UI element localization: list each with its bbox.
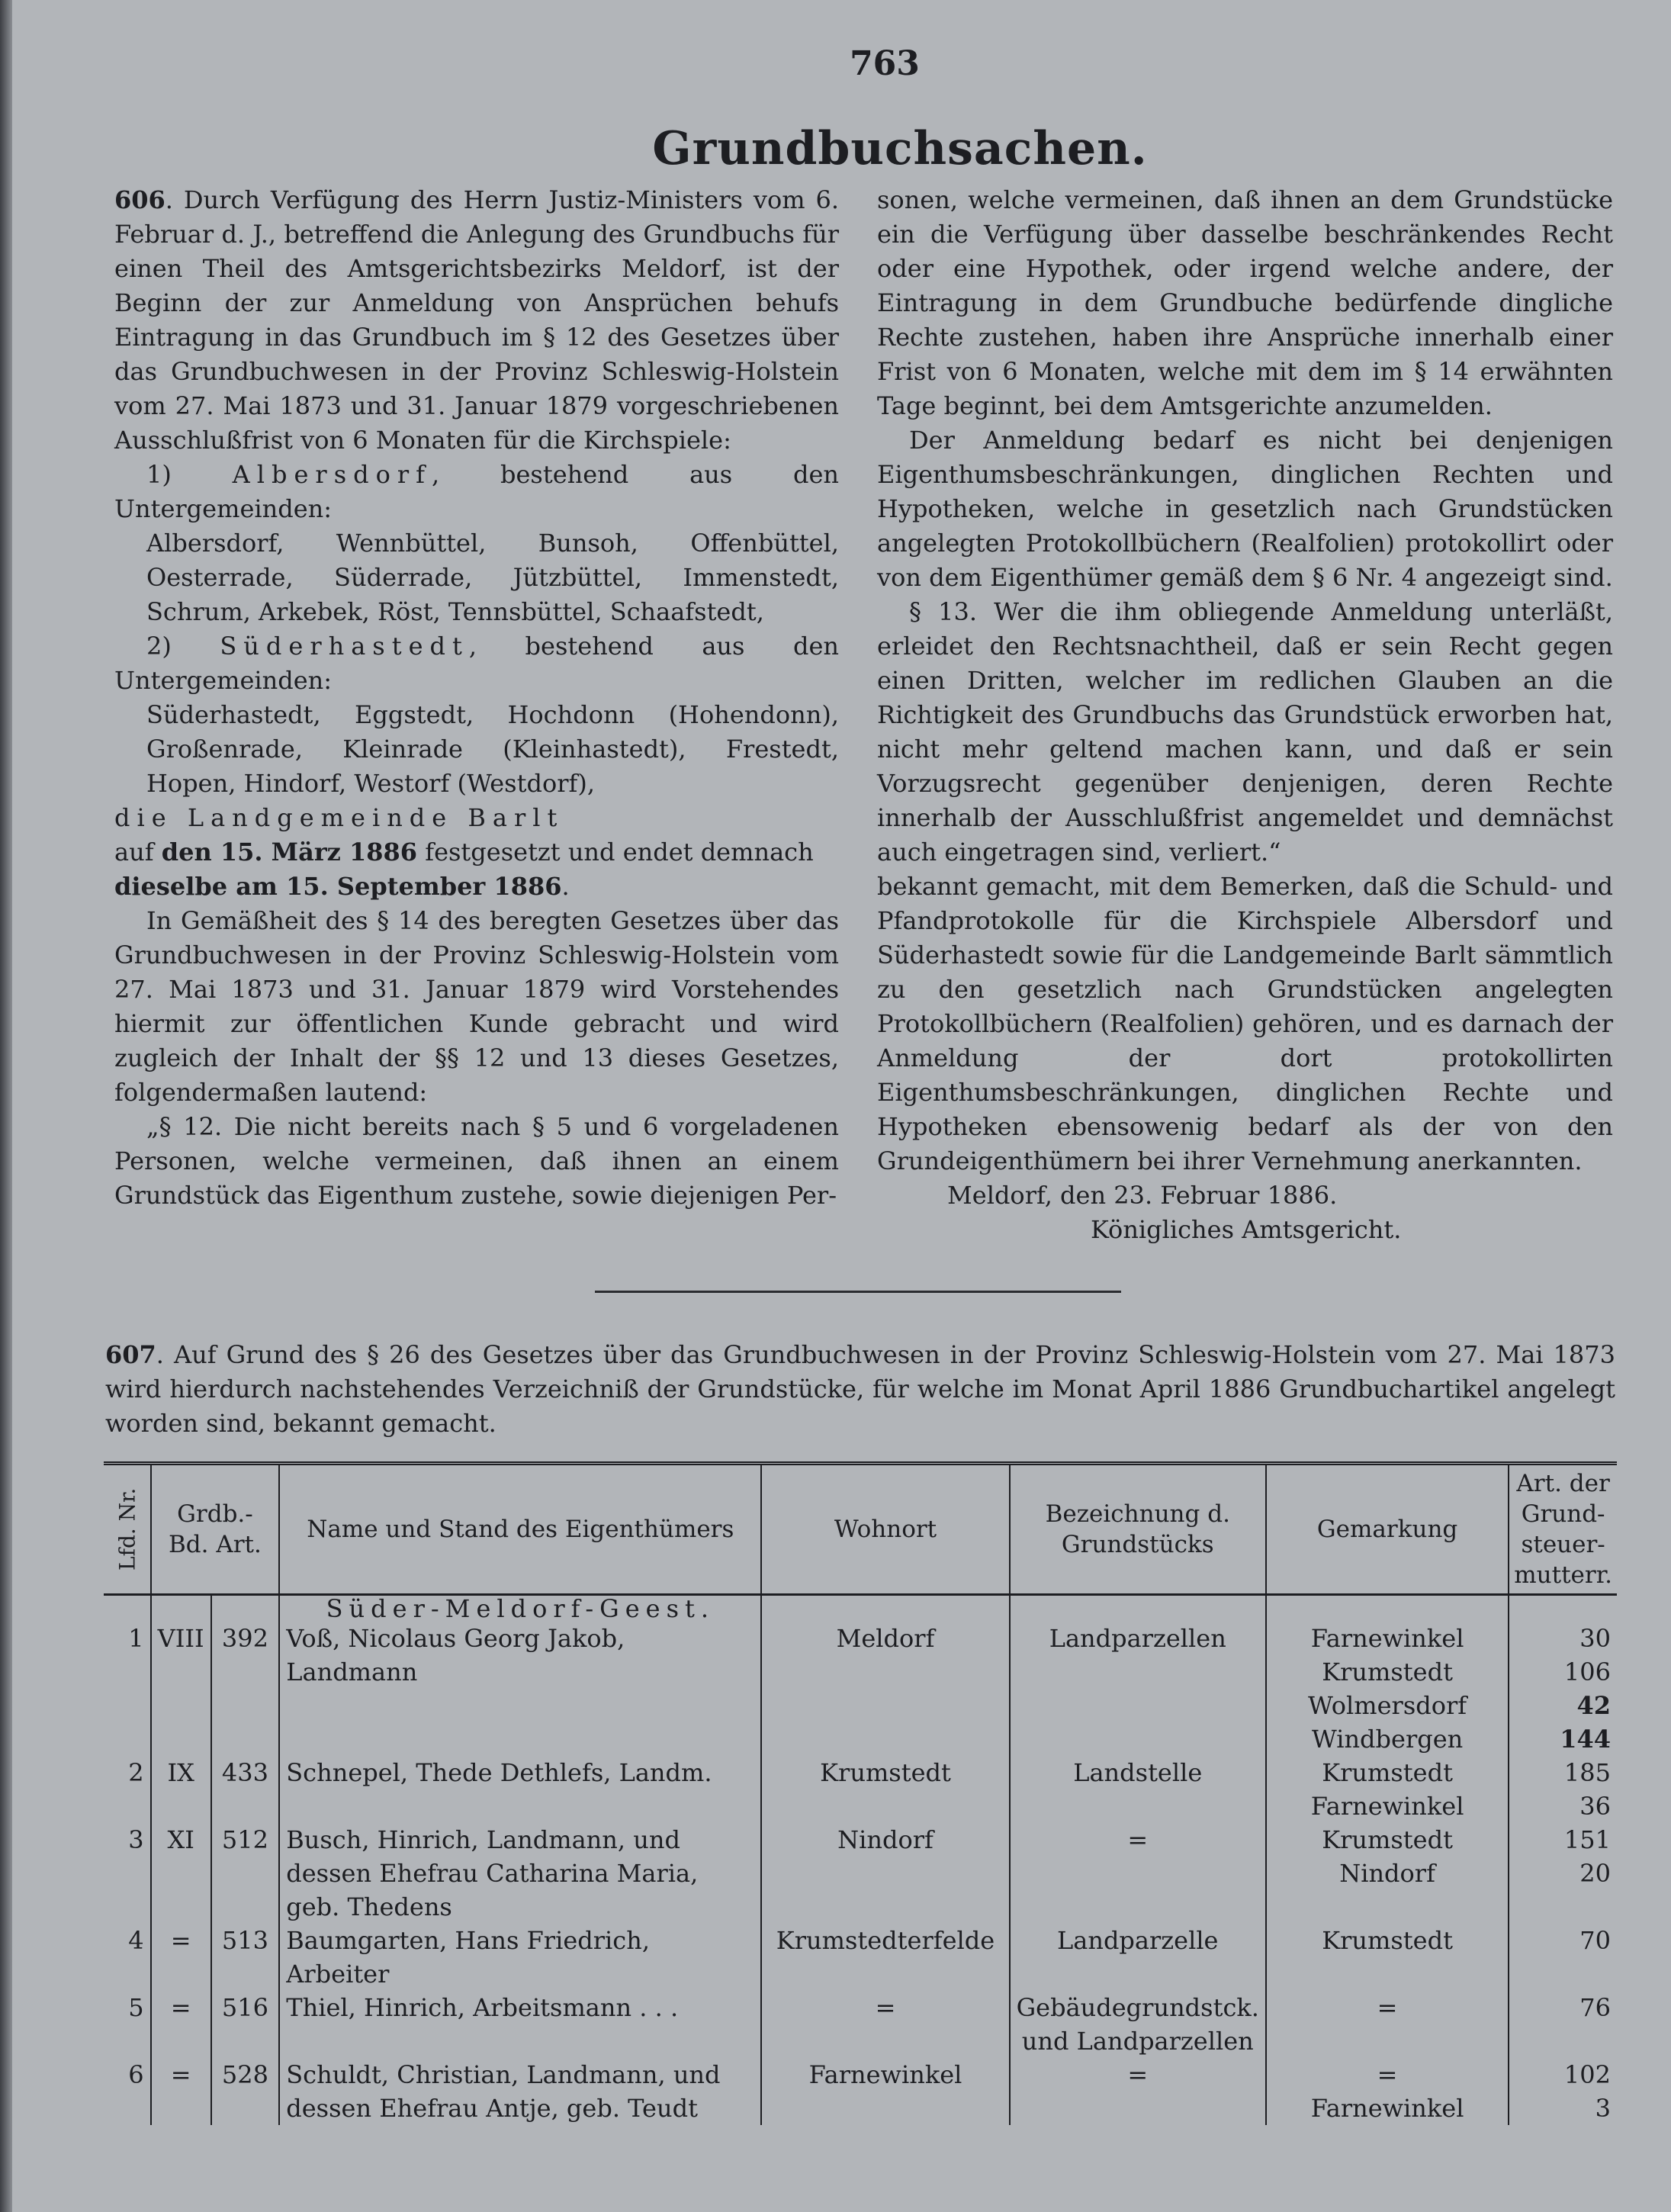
notice-606-number: 606 bbox=[114, 185, 165, 214]
notice-607-number: 607 bbox=[105, 1340, 156, 1369]
art-list: 185 36 bbox=[1509, 1756, 1617, 1823]
table-row: 5 = 516 Thiel, Hinrich, Arbeitsmann . . . = Gebäudegrundstck. und Landparzellen = 76 bbox=[104, 1991, 1617, 2058]
kirchspiel-2-list: Süderhastedt, Eggstedt, Hochdonn (Hohendonn), Großenrade, Kleinrade (Kleinhastedt), Frestedt, Hopen, Hindorf, Westorf (Westdorf), bbox=[146, 700, 839, 798]
header-art-mutterrolle: Art. der Grund- steuer- mutterr. bbox=[1509, 1464, 1617, 1595]
kirchspiel-1: 1) Albersdorf, bestehend aus den Untergemeinden: bbox=[114, 460, 839, 523]
header-gemarkung: Gemarkung bbox=[1266, 1464, 1509, 1595]
header-bezeichnung: Bezeichnung d. Grundstücks bbox=[1010, 1464, 1266, 1595]
notice-606-closing: bekannt gemacht, mit dem Bemerken, daß die Schuld- und Pfandprotokolle für die Kirchspiele Albersdorf und Süderhastedt sowie für die Landgemeinde Barlt sämmtlich zu den gesetzlich nach Grundstücken angelegten Protokollbüchern (Realfolien) gehören, und es darnach der Anmeldung der dort protokollirten Eigenthumsbeschränkungen, dinglichen Rechte und Hypotheken ebensowenig bedarf als der von den Grundeigenthümern bei ihrer Vernehmung anerkannten. bbox=[877, 872, 1613, 1175]
table-header-row bbox=[104, 1464, 1617, 1595]
art-list: 76 bbox=[1509, 1991, 1617, 2058]
deadline-end: dieselbe am 15. September 1886. bbox=[114, 872, 570, 901]
art-list: 151 20 bbox=[1509, 1823, 1617, 1924]
owner-name: Voß, Nicolaus Georg Jakob, Landmann bbox=[279, 1622, 761, 1756]
notice-607-intro: 607. Auf Grund des § 26 des Gesetzes über das Grundbuchwesen in der Provinz Schleswig-Holstein vom 27. Mai 1873 wird hierdurch nachstehendes Verzeichniß der Grundstücke, für welche im Monat April 1886 Grundbuchartikel angelegt worden sind, bekannt gemacht. bbox=[105, 1340, 1615, 1438]
para-13: § 13. Wer die ihm obliegende Anmeldung unterläßt, erleidet den Rechtsnachtheil, daß er sein Recht gegen einen Dritten, welcher im redlichen Glauben an die Richtigkeit des Grundbuchs das Grundstück erworben hat, nicht mehr geltend machen kann, und daß er sein Vorzugsrecht gegenüber denjenigen, deren Rechte innerhalb der Ausschlußfrist angemeldet und demnächst auch eingetragen sind, verliert.“ bbox=[877, 597, 1613, 866]
section-heading: Grundbuchsachen. bbox=[652, 122, 1148, 175]
art-list: 102 3 bbox=[1509, 2058, 1617, 2125]
owner-name: Thiel, Hinrich, Arbeitsmann . . . bbox=[279, 1991, 761, 2058]
para-12-continued: sonen, welche vermeinen, daß ihnen an dem Grundstücke ein die Verfügung über dasselbe beschränkendes Recht oder eine Hypothek, oder irgend welche andere, der Eintragung in dem Grundbuche bedürfende dingliche Rechte zustehen, haben ihre Ansprüche innerhalb einer Frist von 6 Monaten, welche mit dem im § 14 erwähnten Tage beginnt, bei dem Amtsgerichte anzumelden. bbox=[877, 185, 1613, 420]
header-name: Name und Stand des Eigenthümers bbox=[279, 1464, 761, 1595]
table-row: 3 XI 512 Busch, Hinrich, Landmann, und dessen Ehefrau Catharina Maria, geb. Thedens Nindorf = Krumstedt Nindorf 151 20 bbox=[104, 1823, 1617, 1924]
gemarkung-list: Krumstedt bbox=[1266, 1924, 1509, 1991]
notice-606-paragraph-2: In Gemäßheit des § 14 des beregten Gesetzes über das Grundbuchwesen in der Provinz Schleswig-Holstein vom 27. Mai 1873 und 31. Januar 1879 wird Vorstehendes hiermit zur öffentlichen Kunde gebracht und wird zugleich der Inhalt der §§ 12 und 13 dieses Gesetzes, folgendermaßen lautend: bbox=[114, 906, 839, 1107]
group-row bbox=[104, 1595, 1617, 1622]
gemarkung-list: = Farnewinkel bbox=[1266, 2058, 1509, 2125]
gemarkung-list: = bbox=[1266, 1991, 1509, 2058]
art-list: 70 bbox=[1509, 1924, 1617, 1991]
table-row: 4 = 513 Baumgarten, Hans Friedrich, Arbeiter Krumstedterfelde Landparzelle Krumstedt 70 bbox=[104, 1924, 1617, 1991]
deadline-start: auf den 15. März 1886 festgesetzt und endet demnach bbox=[114, 838, 814, 866]
table-row: 6 = 528 Schuldt, Christian, Landmann, und dessen Ehefrau Antje, geb. Teudt Farnewinkel = = Farnewinkel 102 3 bbox=[104, 2058, 1617, 2125]
table-row: 2 IX 433 Schnepel, Thede Dethlefs, Landm. Krumstedt Landstelle Krumstedt Farnewinkel 185 36 bbox=[104, 1756, 1617, 1823]
land-register-table bbox=[104, 1461, 1617, 2125]
kirchspiel-1-list: Albersdorf, Wennbüttel, Bunsoh, Offenbüttel, Oesterrade, Süderrade, Jützbüttel, Immenstedt, Schrum, Arkebek, Röst, Tennsbüttel, Schaafstedt, bbox=[146, 529, 839, 626]
gemarkung-list: Krumstedt Farnewinkel bbox=[1266, 1756, 1509, 1823]
notice-606-left-column bbox=[114, 183, 839, 1213]
gemarkung-list: Krumstedt Nindorf bbox=[1266, 1823, 1509, 1924]
owner-name: Schnepel, Thede Dethlefs, Landm. bbox=[279, 1756, 761, 1823]
art-list: 30 106 42 144 bbox=[1509, 1622, 1617, 1756]
section-divider bbox=[595, 1291, 1121, 1293]
signature-place-date: Meldorf, den 23. Februar 1886. bbox=[947, 1181, 1338, 1210]
kirchspiel-3: die Landgemeinde Barlt bbox=[114, 803, 564, 832]
owner-name: Schuldt, Christian, Landmann, und dessen Ehefrau Antje, geb. Teudt bbox=[279, 2058, 761, 2125]
kirchspiel-2: 2) Süderhastedt, bestehend aus den Untergemeinden: bbox=[114, 632, 839, 695]
signature-court: Königliches Amtsgericht. bbox=[1091, 1215, 1402, 1244]
group-label: Süder-Meldorf-Geest. bbox=[279, 1595, 761, 1622]
notice-606-para-12: „§ 12. Die nicht bereits nach § 5 und 6 vorgeladenen Personen, welche vermeinen, daß ihnen an einem Grundstück das Eigenthum zustehe, sowie diejenigen Per- bbox=[114, 1112, 839, 1210]
header-lfd-nr: Lfd. Nr. bbox=[104, 1464, 151, 1595]
header-grdb: Grdb.- Bd. Art. bbox=[151, 1464, 280, 1595]
page-number: 763 bbox=[850, 44, 920, 83]
notice-606-intro: 606. Durch Verfügung des Herrn Justiz-Ministers vom 6. Februar d. J., betreffend die Anlegung des Grundbuchs für einen Theil des Amtsgerichtsbezirks Meldorf, ist der Beginn der zur Anmeldung von Ansprüchen behufs Eintragung in das Grundbuch im § 12 des Gesetzes über das Grundbuchwesen in der Provinz Schleswig-Holstein vom 27. Mai 1873 und 31. Januar 1879 vorgeschriebenen Ausschlußfrist von 6 Monaten für die Kirchspiele: bbox=[114, 185, 839, 455]
table-row: 1 VIII 392 Voß, Nicolaus Georg Jakob, Landmann Meldorf Landparzellen Farnewinkel Krumstedt Wolmersdorf Windbergen 30 106 42 144 bbox=[104, 1622, 1617, 1756]
owner-name: Baumgarten, Hans Friedrich, Arbeiter bbox=[279, 1924, 761, 1991]
notice-606-right-column bbox=[877, 183, 1613, 1247]
book-spine-shadow bbox=[0, 0, 12, 2212]
gemarkung-list: Farnewinkel Krumstedt Wolmersdorf Windbergen bbox=[1266, 1622, 1509, 1756]
owner-name: Busch, Hinrich, Landmann, und dessen Ehefrau Catharina Maria, geb. Thedens bbox=[279, 1823, 761, 1924]
para-12-exception: Der Anmeldung bedarf es nicht bei denjenigen Eigenthumsbeschränkungen, dinglichen Rechten und Hypotheken, welche in gesetzlich nach Grundstücken angelegten Protokollbüchern (Realfolien) protokollirt oder von dem Eigenthümer gemäß dem § 6 Nr. 4 angezeigt sind. bbox=[877, 426, 1613, 592]
header-wohnort: Wohnort bbox=[761, 1464, 1009, 1595]
